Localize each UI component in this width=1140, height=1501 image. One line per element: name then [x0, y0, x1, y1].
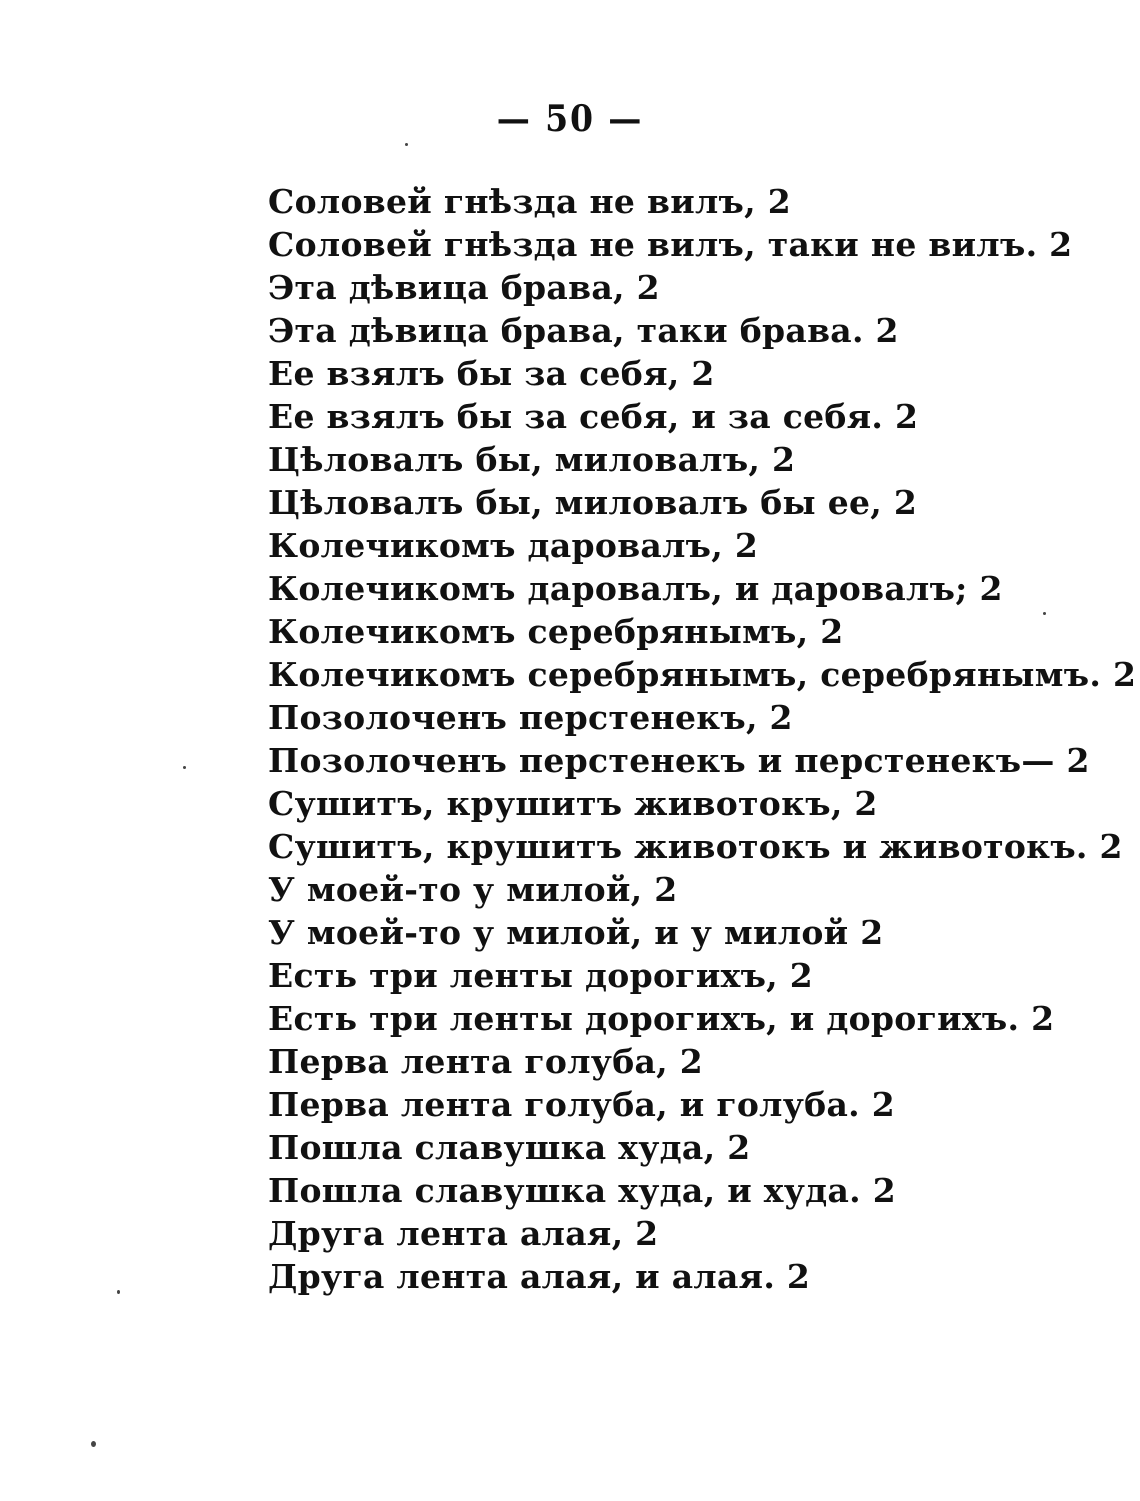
verse-line: Сушитъ, крушитъ животокъ, 2 — [268, 784, 878, 823]
verse-line: Ее взялъ бы за себя, и за себя. 2 — [268, 397, 919, 436]
verse-line: Есть три ленты дорогихъ, и дорогихъ. 2 — [268, 999, 1055, 1038]
print-speck — [117, 1290, 120, 1294]
print-speck — [91, 1441, 96, 1447]
verse-line: Эта дѣвица брава, таки брава. 2 — [268, 311, 899, 350]
verse-line: Цѣловалъ бы, миловалъ, 2 — [268, 440, 796, 479]
verse-text — [268, 180, 1136, 1298]
verse-line: Сушитъ, крушитъ животокъ и животокъ. 2 — [268, 827, 1123, 866]
verse-line: У моей-то у милой, 2 — [268, 870, 678, 909]
verse-line: Есть три ленты дорогихъ, 2 — [268, 956, 814, 995]
verse-line: Колечикомъ серебрянымъ, серебрянымъ. 2 — [268, 655, 1137, 694]
verse-line: Друга лента алая, и алая. 2 — [268, 1257, 811, 1296]
verse-line: Пошла славушка худа, 2 — [268, 1128, 751, 1167]
print-speck — [183, 766, 186, 769]
verse-line: Колечикомъ даровалъ, 2 — [268, 526, 759, 565]
verse-line: Друга лента алая, 2 — [268, 1214, 659, 1253]
verse-line: Перва лента голуба, и голуба. 2 — [268, 1085, 895, 1124]
print-speck — [1043, 612, 1046, 615]
verse-line: Колечикомъ даровалъ, и даровалъ; 2 — [268, 569, 1003, 608]
verse-line: Соловей гнѣзда не вилъ, таки не вилъ. 2 — [268, 225, 1073, 264]
verse-line: Колечикомъ серебрянымъ, 2 — [268, 612, 844, 651]
verse-line: Пошла славушка худа, и худа. 2 — [268, 1171, 896, 1210]
page-number: — 50 — — [496, 98, 644, 140]
verse-line: У моей-то у милой, и у милой 2 — [268, 913, 884, 952]
verse-line: Соловей гнѣзда не вилъ, 2 — [268, 182, 792, 221]
verse-line: Ее взялъ бы за себя, 2 — [268, 354, 715, 393]
verse-line: Позолоченъ перстенекъ, 2 — [268, 698, 793, 737]
verse-line: Позолоченъ перстенекъ и перстенекъ— 2 — [268, 741, 1090, 780]
verse-line: Цѣловалъ бы, миловалъ бы ее, 2 — [268, 483, 918, 522]
print-speck — [405, 143, 408, 146]
verse-line: Эта дѣвица брава, 2 — [268, 268, 660, 307]
verse-line: Перва лента голуба, 2 — [268, 1042, 704, 1081]
